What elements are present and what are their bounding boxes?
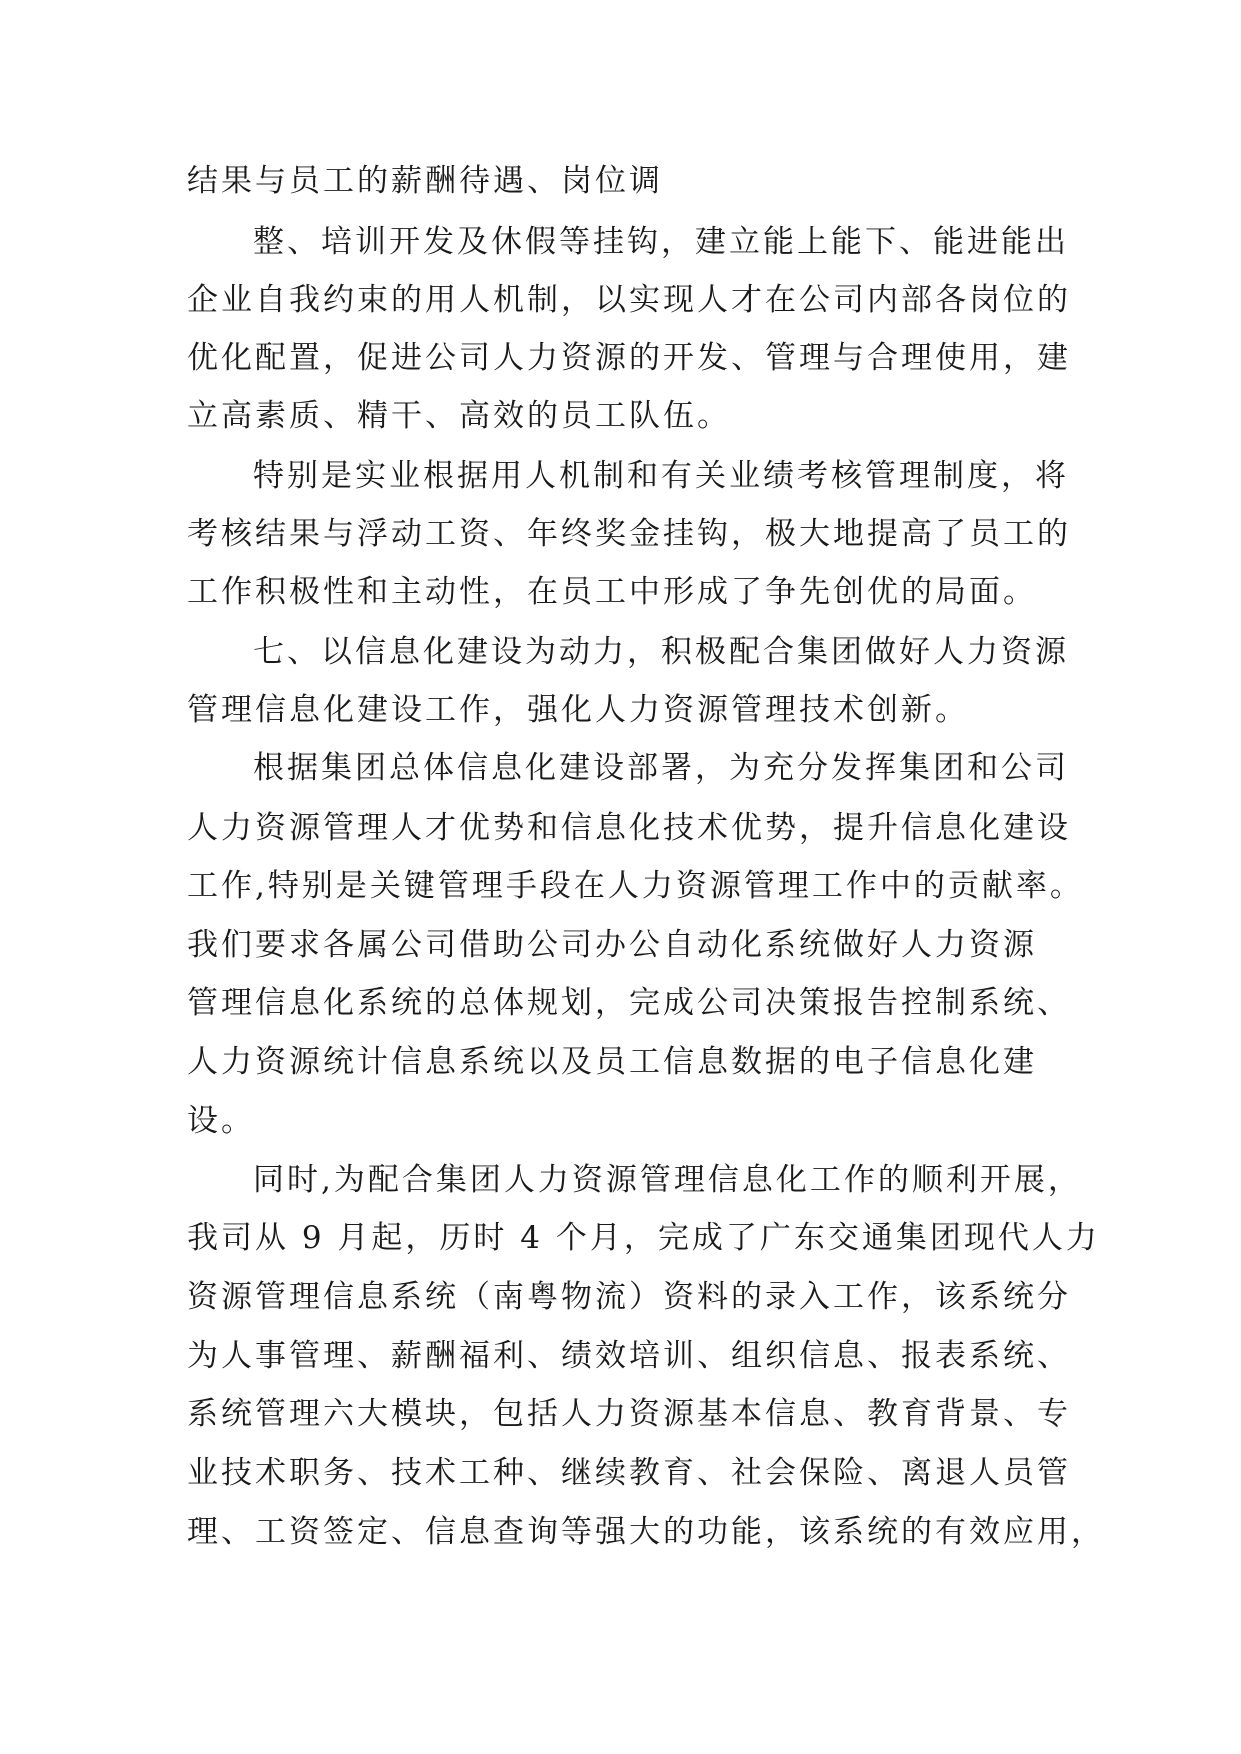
- text-line: 为人事管理、薪酬福利、绩效培训、组织信息、报表系统、: [187, 1338, 1071, 1374]
- text-line: 同时,为配合集团人力资源管理信息化工作的顺利开展，: [253, 1162, 1082, 1198]
- text-line: 七、以信息化建设为动力，积极配合集团做好人力资源: [253, 634, 1069, 670]
- text-line: 结果与员工的薪酬待遇、岗位调: [187, 163, 663, 199]
- text-line: 管理信息化系统的总体规划，完成公司决策报告控制系统、: [187, 985, 1071, 1021]
- text-line: 系统管理六大模块，包括人力资源基本信息、教育背景、专: [187, 1396, 1071, 1432]
- text-line: 资源管理信息系统（南粤物流）资料的录入工作，该系统分: [187, 1279, 1071, 1315]
- text-line: 业技术职务、技术工种、继续教育、社会保险、离退人员管: [187, 1455, 1071, 1491]
- text-line: 工作积极性和主动性，在员工中形成了争先创优的局面。: [187, 574, 1037, 610]
- text-line: 管理信息化建设工作，强化人力资源管理技术创新。: [187, 692, 969, 728]
- text-line: 人力资源管理人才优势和信息化技术优势，提升信息化建设: [187, 810, 1071, 846]
- text-line: 考核结果与浮动工资、年终奖金挂钩，极大地提高了员工的: [187, 516, 1071, 552]
- text-line: 工作,特别是关键管理手段在人力资源管理工作中的贡献率。: [187, 868, 1084, 904]
- text-line: 我们要求各属公司借助公司办公自动化系统做好人力资源: [187, 927, 1037, 963]
- text-line: 整、培训开发及休假等挂钩，建立能上能下、能进能出: [253, 224, 1069, 260]
- text-line: 设。: [187, 1103, 255, 1139]
- text-line: 优化配置，促进公司人力资源的开发、管理与合理使用，建: [187, 340, 1071, 376]
- text-line: 企业自我约束的用人机制，以实现人才在公司内部各岗位的: [187, 282, 1071, 318]
- text-line: 立高素质、精干、高效的员工队伍。: [187, 398, 731, 434]
- text-line: 特别是实业根据用人机制和有关业绩考核管理制度，将: [253, 458, 1069, 494]
- text-line: 理、工资签定、信息查询等强大的功能，该系统的有效应用，: [187, 1514, 1105, 1550]
- text-line: 人力资源统计信息系统以及员工信息数据的电子信息化建: [187, 1044, 1037, 1080]
- text-line: 我司从 9 月起，历时 4 个月，完成了广东交通集团现代人力: [187, 1220, 1100, 1256]
- text-line: 根据集团总体信息化建设部署，为充分发挥集团和公司: [253, 750, 1069, 786]
